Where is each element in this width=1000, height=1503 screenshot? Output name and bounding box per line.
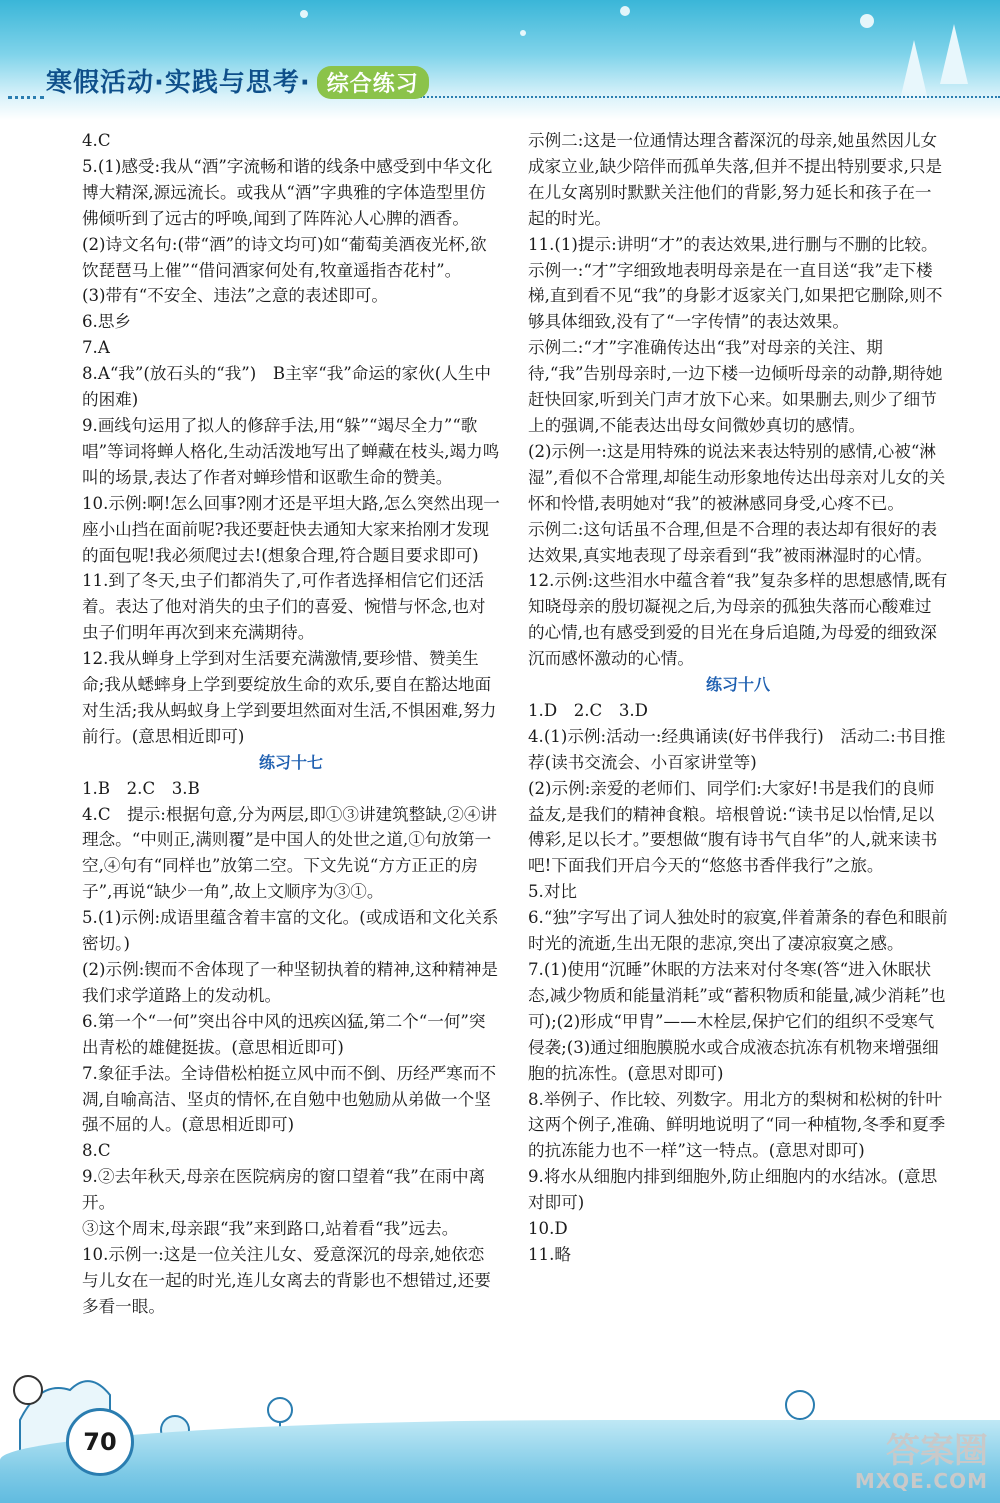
tree-decoration — [900, 40, 928, 100]
snowflake-decoration — [520, 30, 526, 36]
answer-item: 10.示例:啊!怎么回事?刚才还是平坦大路,怎么突然出现一座小山挡在面前呢?我还要赶快去通知大家来抬刚才发现的面包呢!我必须爬过去!(想象合理,符合题目要求即可) — [82, 493, 500, 565]
answer-item: 11.到了冬天,虫子们都消失了,可作者选择相信它们还活着。表达了他对消失的虫子们的喜爱、惋惜与怀念,也对虫子们明年再次到来充满期待。 — [82, 571, 486, 643]
book-badge: 综合练习 — [317, 66, 429, 99]
answer-item: 11.(1)提示:讲明“才”的表达效果,进行删与不删的比较。 — [528, 234, 938, 254]
answer-item: 8.举例子、作比较、列数字。用北方的梨树和松树的针叶这两个例子,准确、鲜明地说明了“同一种植物,冬季和夏季的抗冻能力也不一样”这一特点。(意思对即可) — [528, 1089, 946, 1161]
watermark-logo-text: 答案圈 — [886, 1431, 988, 1471]
book-title — [46, 62, 429, 98]
answer-item: 8.A“我”(放石头的“我”) B主宰“我”命运的家伙(人生中的困难) — [82, 364, 492, 410]
answer-item: 12.我从蝉身上学到对生活要充满激情,要珍惜、赞美生命;我从蟋蟀身上学到要绽放生命的欢乐,要自在豁达地面对生活;我从蚂蚁身上学到要坦然面对生活,不惧困难,努力前行。(意思相近即可) — [82, 649, 497, 746]
answer-item: 5.对比 — [528, 882, 578, 902]
answer-item: 7.象征手法。全诗借松柏挺立风中而不倒、历经严寒而不凋,自喻高洁、坚贞的情怀,在自勉中也勉励从弟做一个坚强不屈的人。(意思相近即可) — [82, 1063, 497, 1135]
section-heading: 练习十七 — [258, 752, 323, 772]
answer-item: 6.思乡 — [82, 312, 132, 332]
answer-item: 示例二:“才”字准确传达出“我”对母亲的关注、期待,“我”告别母亲时,一边下楼一边倾听母亲的动静,期待她赶快回家,听到关门声才放下心来。如果删去,则少了细节上的强调,不能表达出母女间微妙真切的感情。 — [528, 338, 943, 435]
answer-item: 示例二:这句话虽不合理,但是不合理的表达却有很好的表达效果,真实地表现了母亲看到“我”被雨淋湿时的心情。 — [528, 519, 938, 565]
answer-item: 9.画线句运用了拟人的修辞手法,用“躲”“竭尽全力”“歌唱”等词将蝉人格化,生动活泼地写出了蝉藏在枝头,竭力鸣叫的场景,表达了作者对蝉珍惜和讴歌生命的赞美。 — [82, 415, 500, 487]
snowflake-decoration — [860, 14, 874, 28]
dotted-divider — [420, 96, 1000, 98]
answer-item: (3)带有“不安全、违法”之意的表述即可。 — [82, 286, 388, 306]
page-number: 70 — [66, 1408, 134, 1476]
answer-item: (2)诗文名句:(带“酒”的诗文均可)如“葡萄美酒夜光杯,欲饮琵琶马上催”“借问酒家何处有,牧童遥指杏花村”。 — [82, 234, 487, 280]
answer-item: 4.C 提示:根据句意,分为两层,即①③讲建筑整缺,②④讲理念。“中则正,满则覆”是中国人的处世之道,①句放第一空,④句有“同样也”放第二空。下文先说“方方正正的房子”,再说“缺少一角”,故上文顺序为③①。 — [82, 804, 498, 902]
answer-item: ③这个周末,母亲跟“我”来到路口,站着看“我”远去。 — [82, 1219, 459, 1239]
book-title-text: 寒假活动·实践与思考· — [46, 68, 311, 98]
answer-item: 4.C — [82, 131, 111, 150]
answer-item: 6.第一个“一何”突出谷中风的迅疾凶猛,第二个“一何”突出青松的雄健挺拔。(意思相近即可) — [82, 1011, 486, 1057]
page-footer — [0, 1310, 1000, 1503]
snowflake-decoration — [300, 10, 308, 18]
answer-item: 示例一:“才”字细致地表明母亲是在一直目送“我”走下楼梯,直到看不见“我”的身影才返家关门,如果把它删除,则不够具体细致,没有了“一字传情”的表达效果。 — [528, 260, 943, 332]
answer-item: 9.将水从细胞内排到细胞外,防止细胞内的水结冰。(意思对即可) — [528, 1167, 938, 1213]
snowflake-decoration — [620, 6, 630, 16]
section-heading: 练习十八 — [705, 675, 770, 695]
answer-item: 4.(1)示例:活动一:经典诵读(好书伴我行) 活动二:书目推荐(读书交流会、小百家讲堂等) — [528, 726, 946, 772]
answer-item: 10.示例一:这是一位关注儿女、爱意深沉的母亲,她依恋与儿女在一起的时光,连儿女离去的背影也不想错过,还要多看一眼。 — [82, 1244, 491, 1316]
answer-item: (2)示例:亲爱的老师们、同学们:大家好!书是我们的良师益友,是我们的精神食粮。培根曾说:“读书足以怡情,足以傅彩,足以长才。”要想做“腹有诗书气自华”的人,就来读书吧!下面我们开启今天的“悠悠书香伴我行”之旅。 — [528, 778, 938, 876]
answer-item: 5.(1)示例:成语里蕴含着丰富的文化。(或成语和文化关系密切。) — [82, 908, 499, 954]
tree-decoration — [940, 24, 968, 84]
answer-item: 1.D 2.C 3.D — [528, 700, 648, 720]
answer-item: 12.示例:这些泪水中蕴含着“我”复杂多样的思想感情,既有知晓母亲的殷切凝视之后,为母亲的孤独失落而心酸难过的心情,也有感受到爱的目光在身后追随,为母爱的细致深沉而感怀激动的心情。 — [528, 571, 948, 669]
page-header — [0, 0, 1000, 120]
answer-item: (2)示例:锲而不舍体现了一种坚韧执着的精神,这种精神是我们求学道路上的发动机。 — [82, 960, 499, 1005]
answer-item: 6.“独”字写出了词人独处时的寂寞,伴着萧条的春色和眼前时光的流逝,生出无限的悲凉,突出了凄凉寂寞之感。 — [528, 908, 948, 954]
answer-item: 7.(1)使用“沉睡”休眠的方法来对付冬寒(答“进入休眠状态,减少物质和能量消耗”或“蓄积物质和能量,减少消耗”也可);(2)形成“甲胄”——木栓层,保护它们的组织不受寒气侵袭;(3)通过细胞膜脱水或合成液态抗冻有机物来增强细胞的抗冻性。(意思对即可) — [528, 960, 946, 1083]
dotted-divider — [8, 96, 44, 99]
watermark-url: MXQE.COM — [854, 1469, 988, 1493]
site-watermark — [768, 1432, 988, 1494]
answer-item: (2)示例一:这是用特殊的说法来表达特别的感情,心被“淋湿”,看似不合常理,却能生动形象地传达出母亲对儿女的关怀和怜惜,表明她对“我”的被淋感同身受,心疼不已。 — [528, 441, 946, 513]
answer-item: 10.D — [528, 1219, 568, 1239]
answer-item: 8.C — [82, 1141, 111, 1161]
answer-item: 示例二:这是一位通情达理含蓄深沉的母亲,她虽然因儿女成家立业,缺少陪伴而孤单失落,但并不提出特别要求,只是在儿女离别时默默关注他们的背影,努力延长和孩子在一起的时光。 — [528, 131, 943, 228]
answer-item: 11.略 — [528, 1244, 571, 1264]
answer-item: 7.A — [82, 338, 110, 358]
answer-column-right — [528, 128, 948, 1268]
answer-item: 9.②去年秋天,母亲在医院病房的窗口望着“我”在雨中离开。 — [82, 1167, 486, 1213]
answer-item: 1.B 2.C 3.B — [82, 778, 200, 798]
answer-column-left — [82, 128, 500, 1320]
answer-item: 5.(1)感受:我从“酒”字流畅和谐的线条中感受到中华文化博大精深,源远流长。或我从“酒”字典雅的字体造型里仿佛倾听到了远古的呼唤,闻到了阵阵沁人心脾的酒香。 — [82, 156, 493, 228]
